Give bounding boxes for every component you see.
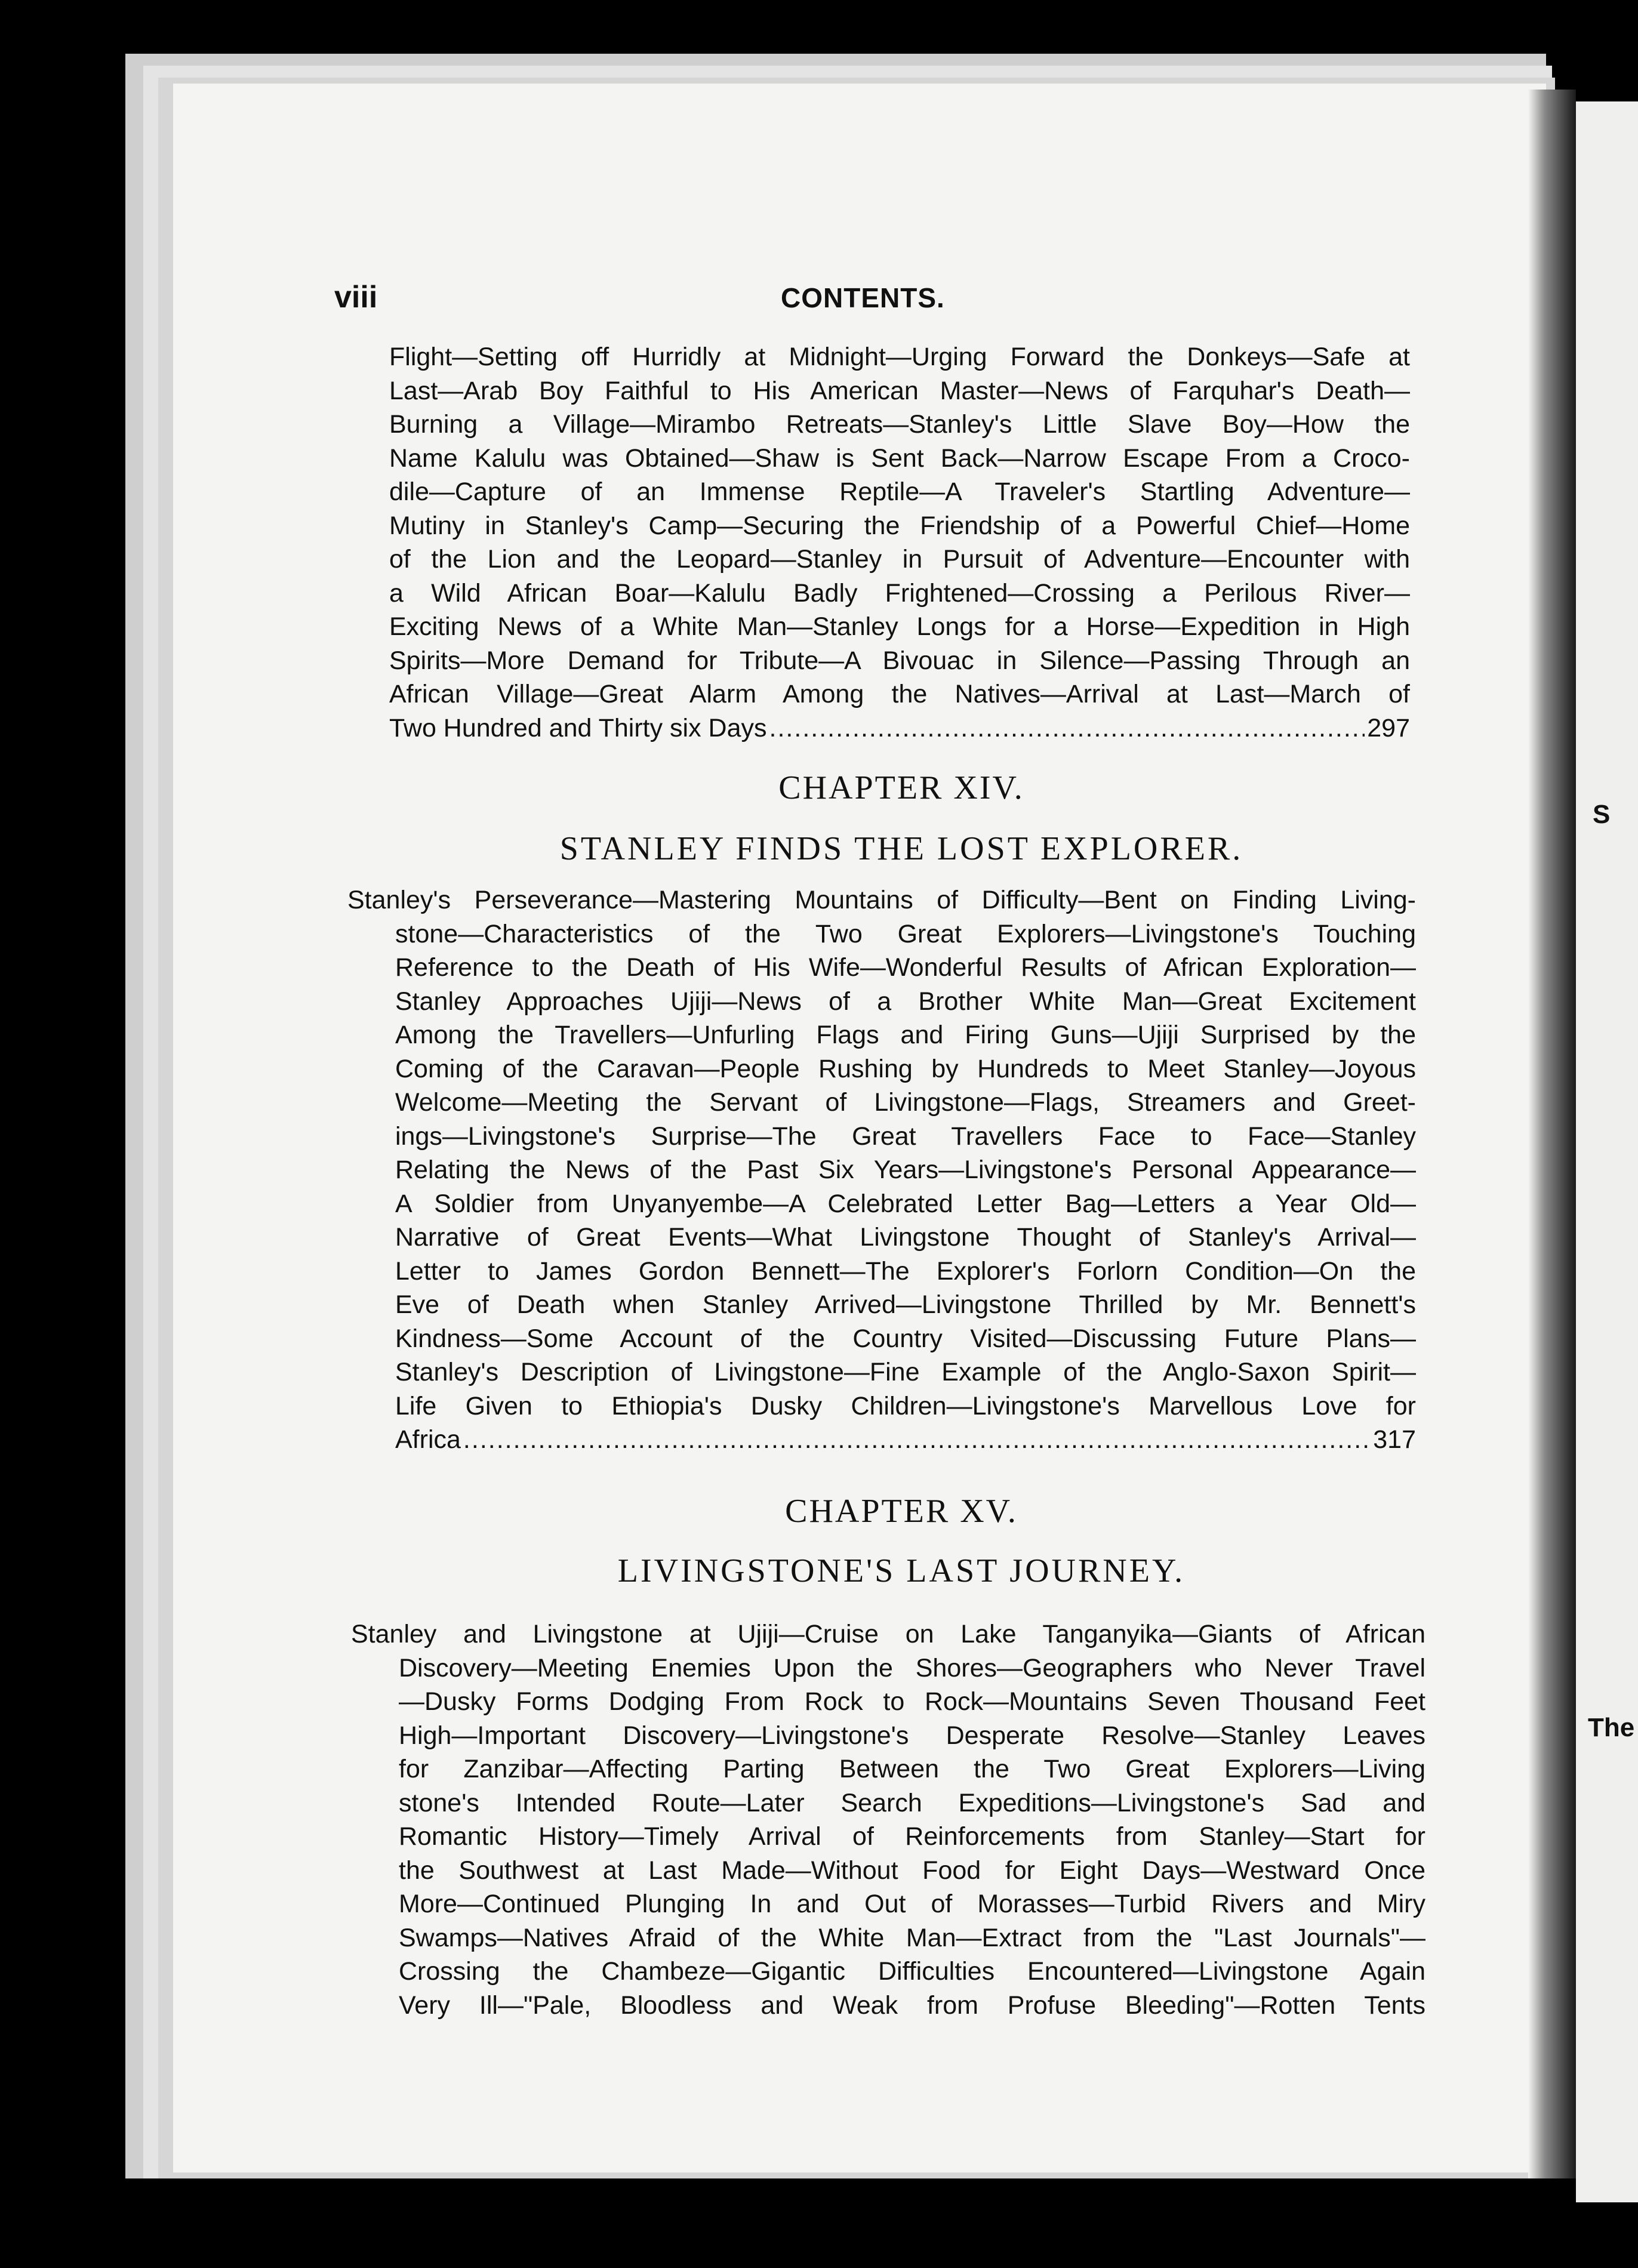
summary-line: Kindness—Some Account of the Country Visited—Discussing Future Plans— (395, 1324, 1416, 1353)
summary-line: Narrative of Great Events—What Livingstone Thought of Stanley's Arrival— (395, 1223, 1416, 1252)
summary-line: Mutiny in Stanley's Camp—Securing the Friendship of a Powerful Chief—Home (389, 511, 1410, 540)
summary-line: Romantic History—Timely Arrival of Reinforcements from Stanley—Start for (399, 1822, 1425, 1851)
summary-line: Flight—Setting off Hurridly at Midnight—Urging Forward the Donkeys—Safe at (389, 343, 1410, 371)
chapter15-number: CHAPTER XV. (785, 1493, 1018, 1530)
facing-page-word: The (1588, 1713, 1635, 1742)
page-number: viii (334, 280, 378, 315)
summary-line: ings—Livingstone's Surprise—The Great Travellers Face to Face—Stanley (395, 1121, 1416, 1151)
chapter14-number: CHAPTER XIV. (778, 769, 1024, 806)
summary-line: Spirits—More Demand for Tribute—A Bivouac in Silence—Passing Through an (389, 646, 1410, 675)
toc-page-number: 297 (1367, 713, 1410, 742)
summary-line: Stanley and Livingstone at Ujiji—Cruise on Lake Tanganyika—Giants of African (351, 1620, 1425, 1648)
summary-line: stone—Characteristics of the Two Great Explorers—Livingstone's Touching (395, 919, 1416, 948)
summary-line: Crossing the Chambeze—Gigantic Difficulties Encountered—Livingstone Again (399, 1957, 1425, 1986)
summary-line: for Zanzibar—Affecting Parting Between the Two Great Explorers—Living (399, 1755, 1425, 1783)
summary-line: dile—Capture of an Immense Reptile—A Traveler's Startling Adventure— (389, 477, 1410, 506)
summary-line: Letter to James Gordon Bennett—The Explorer's Forlorn Condition—On the (395, 1256, 1416, 1286)
summary-line: Reference to the Death of His Wife—Wonderful Results of African Exploration— (395, 953, 1416, 982)
summary-line: African Village—Great Alarm Among the Natives—Arrival at Last—March of (389, 680, 1410, 708)
summary-line: Burning a Village—Mirambo Retreats—Stanley's Little Slave Boy—How the (389, 410, 1410, 439)
summary-line: Last—Arab Boy Faithful to His American Master—News of Farquhar's Death— (389, 376, 1410, 405)
running-title: CONTENTS. (781, 282, 945, 313)
summary-line: Stanley Approaches Ujiji—News of a Brother White Man—Great Excitement (395, 987, 1416, 1016)
summary-line: Name Kalulu was Obtained—Shaw is Sent Back—Narrow Escape From a Croco- (389, 443, 1410, 473)
summary-line: Welcome—Meeting the Servant of Livingstone—Flags, Streamers and Greet- (395, 1088, 1416, 1117)
chapter13-summary (389, 340, 1410, 745)
summary-line: —Dusky Forms Dodging From Rock to Rock—Mountains Seven Thousand Feet (399, 1687, 1425, 1716)
summary-line: Exciting News of a White Man—Stanley Longs for a Horse—Expedition in High (389, 612, 1410, 641)
toc-page-number: 317 (1373, 1425, 1416, 1454)
summary-line: A Soldier from Unyanyembe—A Celebrated Letter Bag—Letters a Year Old— (395, 1189, 1416, 1218)
summary-line: More—Continued Plunging In and Out of Morasses—Turbid Rivers and Miry (399, 1890, 1425, 1918)
dot-leader (769, 711, 1365, 745)
summary-line: Eve of Death when Stanley Arrived—Livingstone Thrilled by Mr. Bennett's (395, 1290, 1416, 1319)
summary-line: High—Important Discovery—Livingstone's Desperate Resolve—Stanley Leaves (399, 1721, 1425, 1750)
summary-line: stone's Intended Route—Later Search Expeditions—Livingstone's Sad and (399, 1788, 1425, 1817)
page-header (334, 279, 1468, 321)
summary-line: Life Given to Ethiopia's Dusky Children—Livingstone's Marvellous Love for (395, 1391, 1416, 1420)
summary-line: Swamps—Natives Afraid of the White Man—Extract from the "Last Journals"— (399, 1923, 1425, 1952)
summary-line: Coming of the Caravan—People Rushing by Hundreds to Meet Stanley—Joyous (395, 1054, 1416, 1083)
summary-line: Stanley's Description of Livingstone—Fine Example of the Anglo-Saxon Spirit— (395, 1358, 1416, 1386)
summary-line: Discovery—Meeting Enemies Upon the Shores—Geographers who Never Travel (399, 1653, 1425, 1682)
summary-last-line: Two Hundred and Thirty six Days (389, 713, 767, 742)
summary-line: the Southwest at Last Made—Without Food for Eight Days—Westward Once (399, 1856, 1425, 1885)
summary-line: a Wild African Boar—Kalulu Badly Frightened—Crossing a Perilous River— (389, 578, 1410, 608)
book-gutter (1528, 90, 1576, 2178)
facing-page (1576, 101, 1638, 2202)
summary-line: of the Lion and the Leopard—Stanley in Pursuit of Adventure—Encounter with (389, 545, 1410, 574)
chapter15-summary (351, 1617, 1425, 2022)
summary-line: Among the Travellers—Unfurling Flags and Firing Guns—Ujiji Surprised by the (395, 1021, 1416, 1049)
summary-last-line: Africa (395, 1425, 461, 1454)
chapter15-title: LIVINGSTONE'S LAST JOURNEY. (617, 1552, 1186, 1589)
summary-line: Stanley's Perseverance—Mastering Mountains of Difficulty—Bent on Finding Living- (347, 886, 1416, 914)
toc-entry-final-line (395, 1423, 1416, 1457)
facing-page-letter: S (1593, 800, 1611, 829)
chapter14-title: STANLEY FINDS THE LOST EXPLORER. (559, 830, 1243, 867)
dot-leader (463, 1423, 1371, 1457)
summary-line: Relating the News of the Past Six Years—Livingstone's Personal Appearance— (395, 1155, 1416, 1184)
chapter14-summary (347, 883, 1416, 1457)
summary-line: Very Ill—"Pale, Bloodless and Weak from Profuse Bleeding"—Rotten Tents (399, 1990, 1425, 2020)
toc-entry-final-line (389, 711, 1410, 745)
